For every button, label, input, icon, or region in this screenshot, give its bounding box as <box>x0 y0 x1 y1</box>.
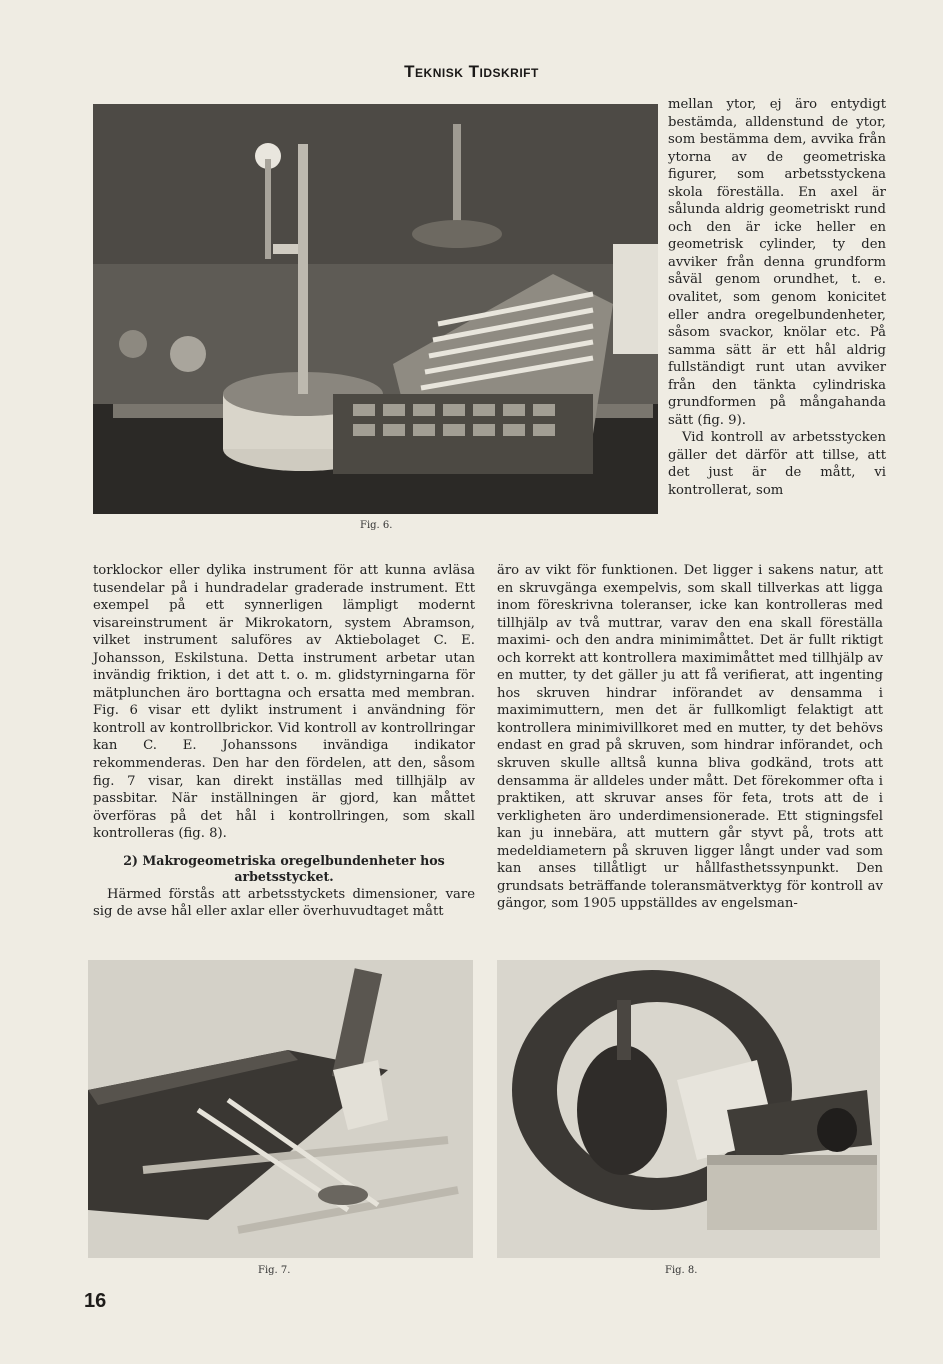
right-column-bottom <box>497 562 883 913</box>
paragraph: torklockor eller dylika instrument för att kunna avläsa tusendelar på i hundradelar graderade instrument. Ett exempel på ett synnerligen lämpligt modernt visareinstrument är Mikrokatorn, system Abramson, vilket instrument saluföres av Aktiebolaget C. E. Johansson, Eskilstuna. Detta instrument arbetar utan invändig friktion, i det att t. o. m. glidstyrningarna för mätplunchen äro borttagna och ersatta med membran. Fig. 6 visar ett dylikt instrument i användning för kontroll av kontrollbrickor. Vid kontroll av kontrollringar kan C. E. Johanssons invändiga indikator rekommenderas. Den har den fördelen, att den, såsom fig. 7 visar, kan direkt inställas med tillhjälp av passbitar. När inställningen är gjord, kan måttet överföras på det hål i kontrollringen, som skall kontrolleras (fig. 8). <box>93 563 475 842</box>
paragraph: äro av vikt för funktionen. Det ligger i sakens natur, att en skruvgänga exempelvis, som skall tillverkas att ligga inom föreskrivna toleranser, icke kan kontrolleras med tillhjälp av två muttrar, varav den ena skall föreställa maximi- och den andra minimimåttet. Det är fullt riktigt och korrekt att kontrollera maximimåttet med tillhjälp av en mutter, ty det gäller ju att få verifierat, att ingenting hos skruven hindrar införandet av densamma i maximimuttern, men det är fullkomligt felaktigt att kontrollera minimivillkoret med en mutter, ty det behövs endast en grad på skruven, som hindrar införandet, och skruven skulle alltså kunna bliva godkänd, trots att densamma är alldeles under mått. Det förekommer ofta i praktiken, att skruvar anses för feta, trots att de i verkligheten äro underdimensionerade. Ett stigningsfel kan ju innebära, att muttern går styvt på, trots att medeldiametern på skruven ligger långt under vad som kan anses tillåtligt ur hållfasthetssynpunkt. Den grundsats beträffande toleransmätverktyg för kontroll av gängor, som 1905 uppställdes av engelsman- <box>497 563 883 912</box>
paragraph: Vid kontroll av arbetsstycken gäller det därför att tillse, att det just är de mått, vi kontrollerat, som <box>668 430 886 499</box>
section-heading: 2) Makrogeometriska oregelbundenheter hos arbetsstycket. <box>123 852 445 885</box>
journal-title: Teknisk Tidskrift <box>404 62 539 81</box>
fig6-caption: Fig. 6. <box>360 520 393 531</box>
paragraph: mellan ytor, ej äro entydigt bestämda, alldenstund de ytor, som bestämma dem, avvika från ytorna av de geometriska figurer, som arbetsstyckena skola föreställa. En axel är sålunda aldrig geometriskt rund och den är icke heller en geometrisk cylinder, ty den avviker från denna grundform såväl genom orundhet, t. e. ovalitet, som genom konicitet eller andra oregelbundenheter, såsom svackor, knölar etc. På samma sätt är ett hål aldrig fullständigt runt utan avviker från den tänkta cylindriska grundformen på mångahanda sätt (fig. 9). <box>668 97 886 428</box>
paragraph: Härmed förstås att arbetsstyckets dimensioner, vare sig de avse hål eller axlar eller överhuvudtaget mått <box>93 886 475 920</box>
left-column <box>93 562 475 921</box>
fig7-caption: Fig. 7. <box>258 1265 291 1276</box>
fig8-caption: Fig. 8. <box>665 1265 698 1276</box>
page-number: 16 <box>84 1290 107 1312</box>
right-column-top <box>668 96 886 500</box>
fig8-photo <box>497 960 880 1258</box>
fig6-photo <box>93 104 658 514</box>
fig7-photo <box>88 960 473 1258</box>
